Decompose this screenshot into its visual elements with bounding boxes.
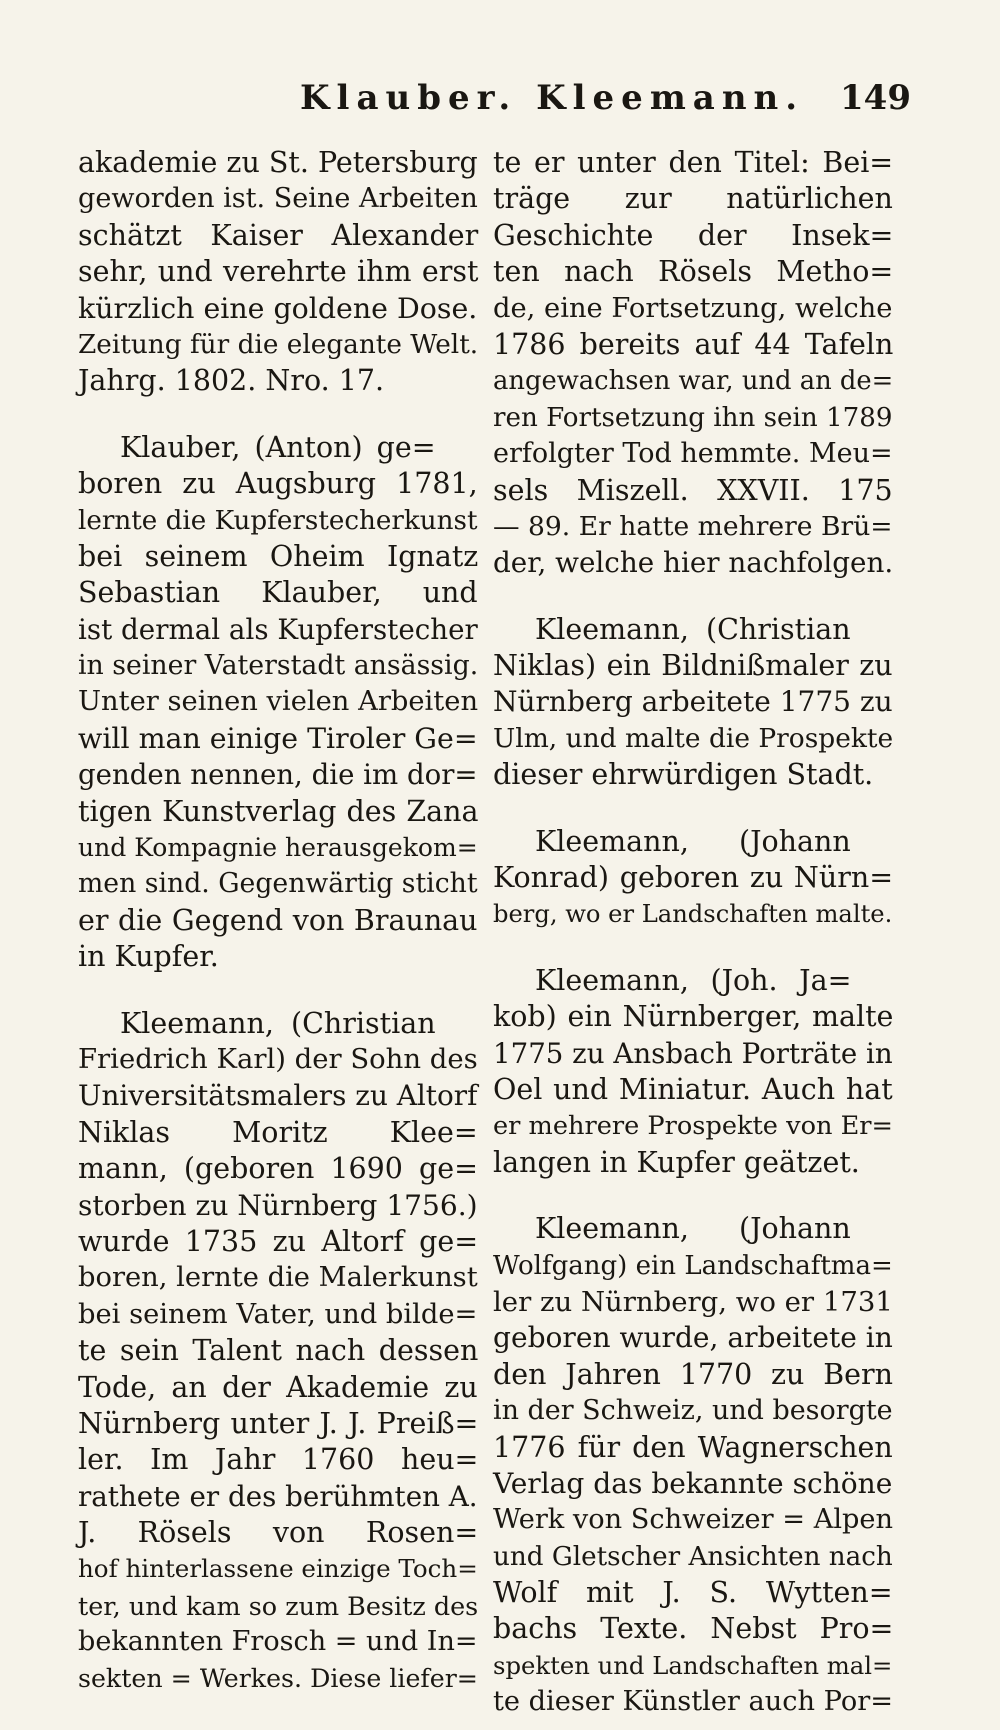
- text-line: Oel und Miniatur. Auch hat: [493, 1072, 893, 1106]
- text-line: und Kompagnie herausgekom=: [78, 833, 478, 863]
- text-line: träge zur natürlichen: [493, 182, 893, 216]
- text-line: bei seinem Oheim Ignatz: [78, 539, 479, 573]
- text-line: ist dermal als Kupferstecher: [78, 612, 478, 646]
- text-line: lernte die Kupferstecherkunst: [78, 505, 478, 536]
- text-line: boren zu Augsburg 1781,: [78, 467, 478, 501]
- text-line: Nürnberg arbeitete 1775 zu: [493, 685, 893, 719]
- text-line: kürzlich eine goldene Dose.: [78, 291, 478, 325]
- text-line: berg, wo er Landschaften malte.: [493, 900, 893, 929]
- running-head: [0, 78, 1000, 128]
- text-line: ren Fortsetzung ihn sein 1789: [493, 402, 893, 433]
- text-line: men sind. Gegenwärtig sticht: [78, 868, 478, 900]
- text-line: er die Gegend von Braunau: [78, 903, 478, 937]
- text-line: Zeitung für die elegante Welt.: [78, 329, 479, 360]
- text-line: Konrad) geboren zu Nürn=: [493, 861, 894, 895]
- paragraph-gap: [493, 1181, 893, 1211]
- text-line: den Jahren 1770 zu Bern: [493, 1357, 894, 1391]
- text-line: langen in Kupfer geätzet.: [493, 1145, 860, 1179]
- text-line: Werk von Schweizer = Alpen: [493, 1504, 894, 1536]
- text-line: Unter seinen vielen Arbeiten: [78, 686, 479, 718]
- text-line: sehr, und verehrte ihm erst: [78, 255, 479, 289]
- text-line: hof hinterlassene einzige Toch=: [78, 1554, 478, 1584]
- text-line: bekannten Frosch = und In=: [78, 1626, 478, 1658]
- text-line: spekten und Landschaften mal=: [493, 1650, 893, 1680]
- text-line: will man einige Tiroler Ge=: [78, 721, 478, 755]
- text-line: Friedrich Karl) der Sohn des: [78, 1043, 478, 1075]
- text-line: der, welche hier nachfolgen.: [493, 546, 894, 580]
- text-line: genden nennen, die im dor=: [78, 758, 478, 792]
- text-line: te sein Talent nach dessen: [78, 1334, 479, 1368]
- text-line: tigen Kunstverlag des Zana: [78, 794, 479, 828]
- text-line: angewachsen war, und an de=: [493, 366, 894, 397]
- paragraph-gap: [493, 582, 893, 612]
- text-line: in seiner Vaterstadt ansässig.: [78, 650, 479, 682]
- paragraph-gap: [78, 976, 478, 1006]
- text-line: schätzt Kaiser Alexander: [78, 218, 479, 252]
- text-line: storben zu Nürnberg 1756.): [78, 1188, 478, 1222]
- paragraph-gap: [493, 794, 893, 824]
- text-line: Klauber, (Anton) ge=: [120, 430, 436, 464]
- text-line: geboren wurde, arbeitete in: [493, 1321, 893, 1355]
- paragraph-gap: [78, 400, 478, 430]
- text-line: erfolgter Tod hemmte. Meu=: [493, 438, 893, 470]
- text-line: mann, (geboren 1690 ge=: [78, 1152, 478, 1186]
- text-line: Jahrg. 1802. Nro. 17.: [78, 364, 385, 398]
- text-line: Verlag das bekannte schöne: [493, 1466, 893, 1500]
- text-line: bei seinem Vater, und bilde=: [78, 1298, 478, 1330]
- text-line: in der Schweiz, und besorgte: [493, 1395, 893, 1427]
- text-line: Niklas Moritz Klee=: [78, 1115, 478, 1149]
- text-line: akademie zu St. Petersburg: [78, 146, 478, 179]
- text-line: geworden ist. Seine Arbeiten: [78, 183, 478, 215]
- text-line: te er unter den Titel: Bei=: [493, 146, 894, 179]
- text-line: Ulm, und malte die Prospekte: [493, 722, 894, 754]
- text-line: Wolf mit J. S. Wytten=: [493, 1576, 893, 1610]
- text-line: Tode, an der Akademie zu: [78, 1370, 478, 1404]
- text-line: wurde 1735 zu Altorf ge=: [78, 1224, 479, 1258]
- text-line: Kleemann, (Joh. Ja=: [535, 963, 852, 997]
- text-line: 1776 für den Wagnerschen: [493, 1430, 893, 1464]
- text-line: Niklas) ein Bildnißmaler zu: [493, 649, 893, 683]
- text-line: de, eine Fortsetzung, welche: [493, 292, 893, 324]
- text-line: 1775 zu Ansbach Porträte in: [493, 1036, 893, 1070]
- left-column: [78, 145, 478, 1697]
- text-line: ten nach Rösels Metho=: [493, 255, 894, 289]
- text-line: sekten = Werkes. Diese liefer=: [78, 1663, 478, 1693]
- text-line: Sebastian Klauber, und: [78, 576, 478, 610]
- right-column: [493, 145, 893, 1721]
- text-line: Kleemann, (Johann: [535, 824, 851, 858]
- text-line: Nürnberg unter J. J. Preiß=: [78, 1406, 479, 1440]
- text-line: rathete er des berühmten A.: [78, 1479, 478, 1513]
- text-line: in Kupfer.: [78, 940, 219, 974]
- text-line: ter, und kam so zum Besitz des: [78, 1590, 479, 1621]
- text-line: ler zu Nürnberg, wo er 1731: [493, 1285, 893, 1318]
- text-line: Universitätsmalers zu Altorf: [78, 1079, 478, 1113]
- text-line: — 89. Er hatte mehrere Brü=: [493, 510, 893, 542]
- text-line: J. Rösels von Rosen=: [78, 1516, 479, 1550]
- text-line: sels Miszell. XXVII. 175: [493, 473, 893, 507]
- text-line: ler. Im Jahr 1760 heu=: [78, 1443, 479, 1477]
- page-number: 149: [840, 78, 911, 118]
- text-line: bachs Texte. Nebst Pro=: [493, 1612, 894, 1646]
- text-line: Kleemann, (Johann: [535, 1212, 851, 1246]
- text-line: Kleemann, (Christian: [120, 1006, 436, 1040]
- running-title: Klauber. Kleemann.: [300, 78, 805, 118]
- text-line: er mehrere Prospekte von Er=: [493, 1111, 894, 1142]
- paragraph-gap: [493, 933, 893, 963]
- text-line: Wolfgang) ein Landschaftma=: [493, 1250, 893, 1281]
- text-line: Kleemann, (Christian: [535, 612, 851, 646]
- text-line: dieser ehrwürdigen Stadt.: [493, 758, 874, 792]
- text-line: boren, lernte die Malerkunst: [78, 1262, 478, 1294]
- text-line: und Gletscher Ansichten nach: [493, 1541, 893, 1572]
- text-line: 1786 bereits auf 44 Tafeln: [493, 327, 894, 361]
- text-line: kob) ein Nürnberger, malte: [493, 1000, 894, 1034]
- text-line: Geschichte der Insek=: [493, 218, 894, 252]
- text-line: te dieser Künstler auch Por=: [493, 1686, 893, 1718]
